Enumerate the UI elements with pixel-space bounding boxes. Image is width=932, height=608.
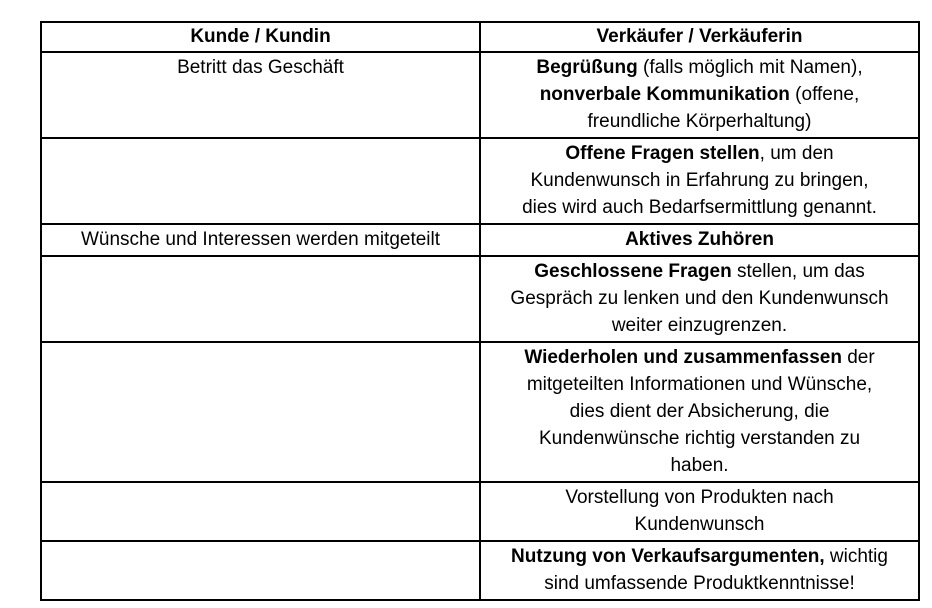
table-row <box>41 541 919 600</box>
header-cell-verkaeufer: Verkäufer / Verkäuferin <box>480 22 919 52</box>
cell-line: Begrüßung (falls möglich mit Namen), <box>536 57 863 78</box>
table-row <box>41 482 919 541</box>
sales-dialog-table <box>40 21 920 601</box>
cell-line: mitgeteilten Informationen und Wünsche, <box>526 374 873 395</box>
cell-line: Wünsche und Interessen werden mitgeteilt <box>80 229 441 250</box>
cell-verkaeufer <box>480 482 919 541</box>
cell-kunde <box>41 541 480 600</box>
table-row <box>41 224 919 256</box>
header-cell-kunde: Kunde / Kundin <box>41 22 480 52</box>
cell-line: Betritt das Geschäft <box>177 57 344 78</box>
cell-line: sind umfassende Produktkenntnisse! <box>544 573 855 594</box>
table-row <box>41 138 919 224</box>
cell-kunde <box>41 138 480 224</box>
cell-kunde <box>41 256 480 342</box>
table-row <box>41 342 919 482</box>
cell-line: Geschlossene Fragen stellen, um das <box>534 261 865 282</box>
table-row <box>41 52 919 138</box>
header-row <box>41 22 919 52</box>
table-head <box>41 22 919 52</box>
cell-line: Offene Fragen stellen, um den <box>565 143 834 164</box>
cell-verkaeufer <box>480 52 919 138</box>
cell-line: Vorstellung von Produkten nach <box>565 487 834 508</box>
cell-line: dies dient der Absicherung, die <box>569 401 830 422</box>
cell-line: nonverbale Kommunikation (offene, <box>539 84 860 105</box>
cell-verkaeufer <box>480 256 919 342</box>
table-body <box>41 52 919 600</box>
cell-line: Nutzung von Verkaufsargumenten, wichtig <box>511 546 888 567</box>
cell-verkaeufer <box>480 138 919 224</box>
cell-line: weiter einzugrenzen. <box>611 315 788 336</box>
cell-line: Wiederholen und zusammenfassen der <box>524 347 875 368</box>
cell-verkaeufer <box>480 224 919 256</box>
cell-verkaeufer <box>480 541 919 600</box>
table-row <box>41 256 919 342</box>
cell-line: Aktives Zuhören <box>625 229 774 250</box>
cell-line: Kundenwünsche richtig verstanden zu <box>538 428 861 449</box>
cell-line: freundliche Körperhaltung) <box>587 111 812 132</box>
cell-line: Kundenwunsch in Erfahrung zu bringen, <box>530 170 869 191</box>
cell-kunde <box>41 342 480 482</box>
cell-verkaeufer <box>480 342 919 482</box>
cell-kunde <box>41 482 480 541</box>
cell-line: dies wird auch Bedarfsermittlung genannt. <box>522 197 877 218</box>
cell-line: Kundenwunsch <box>634 514 765 535</box>
cell-line: haben. <box>670 455 729 476</box>
cell-line: Gespräch zu lenken und den Kundenwunsch <box>510 288 889 309</box>
cell-kunde <box>41 224 480 256</box>
cell-kunde <box>41 52 480 138</box>
